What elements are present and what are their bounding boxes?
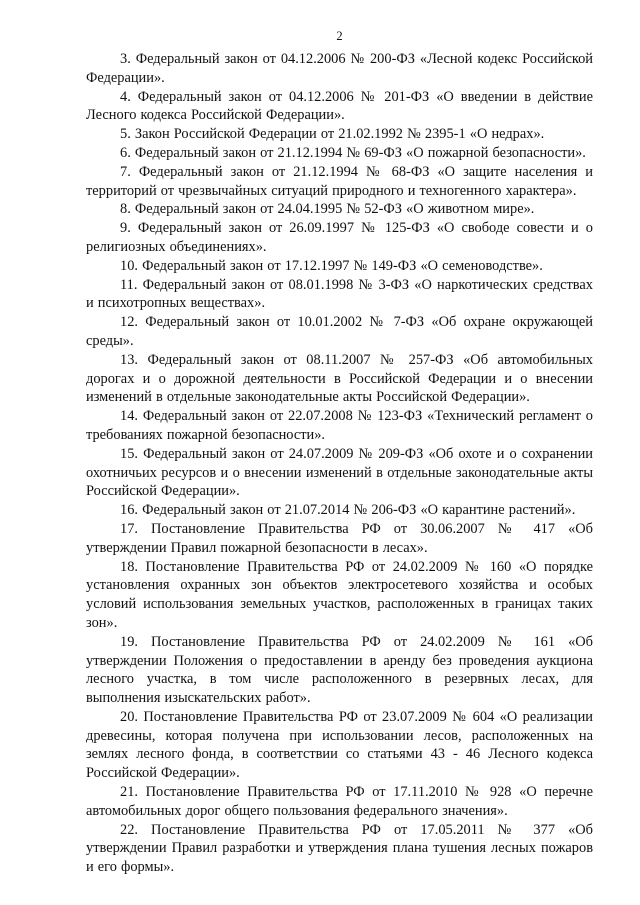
list-item: 7. Федеральный закон от 21.12.1994 № 68-ФЗ «О защите населения и территорий от чрезвычайных ситуаций природного и техногенного характера». <box>86 163 593 199</box>
list-item: 21. Постановление Правительства РФ от 17.11.2010 № 928 «О перечне автомобильных дорог общего пользования федерального значения». <box>86 784 593 819</box>
list-item: 8. Федеральный закон от 24.04.1995 № 52-ФЗ «О животном мире». <box>120 201 535 218</box>
list-item: 16. Федеральный закон от 21.07.2014 № 206-ФЗ «О карантине растений». <box>120 502 576 519</box>
list-item: 5. Закон Российской Федерации от 21.02.1992 № 2395-1 «О недрах». <box>120 126 545 143</box>
list-item: 11. Федеральный закон от 08.01.1998 № 3-ФЗ «О наркотических средствах и психотропных веществах». <box>86 276 593 312</box>
list-item: 4. Федеральный закон от 04.12.2006 № 201-ФЗ «О введении в действие Лесного кодекса Российской Федерации». <box>86 88 593 124</box>
list-item: 15. Федеральный закон от 24.07.2009 № 209-ФЗ «Об охоте и о сохранении охотничьих ресурсов и о внесении изменений в отдельные законодательные акты Российской Федерации». <box>86 445 593 500</box>
list-item: 3. Федеральный закон от 04.12.2006 № 200-ФЗ «Лесной кодекс Российской Федерации». <box>86 51 593 86</box>
list-item: 17. Постановление Правительства РФ от 30.06.2007 № 417 «Об утверждении Правил пожарной безопасности в лесах». <box>86 520 593 556</box>
list-item: 14. Федеральный закон от 22.07.2008 № 123-ФЗ «Технический регламент о требованиях пожарной безопасности». <box>86 408 593 443</box>
list-item: 18. Постановление Правительства РФ от 24.02.2009 № 160 «О порядке установления охранных зон объектов электросетевого хозяйства и особых условий использования земельных участков, расположенных в границах таких зон». <box>86 558 593 631</box>
list-item: 22. Постановление Правительства РФ от 17.05.2011 № 377 «Об утверждении Правил разработки и утверждения плана тушения лесных пожаров и его формы». <box>86 821 593 876</box>
list-item: 13. Федеральный закон от 08.11.2007 № 257-ФЗ «Об автомобильных дорогах и о дорожной деятельности в Российской Федерации и о внесении изменений в отдельные законодательные акты Российской Федерации». <box>86 351 593 406</box>
page-number: 2 <box>336 29 343 43</box>
list-item: 6. Федеральный закон от 21.12.1994 № 69-ФЗ «О пожарной безопасности». <box>120 144 586 161</box>
list-item: 20. Постановление Правительства РФ от 23.07.2009 № 604 «О реализации древесины, которая получена при использовании лесов, расположенных на землях лесного фонда, в соответствии со статьями 43 - 46 Лесного кодекса Российской Федерации». <box>86 708 593 782</box>
law-list <box>86 50 593 877</box>
list-item: 10. Федеральный закон от 17.12.1997 № 149-ФЗ «О семеноводстве». <box>120 257 543 274</box>
list-item: 19. Постановление Правительства РФ от 24.02.2009 № 161 «Об утверждении Положения о предоставлении в аренду без проведения аукциона лесного участка, в том числе расположенного в резервных лесах, для выполнения изыскательских работ». <box>86 633 593 707</box>
list-item: 9. Федеральный закон от 26.09.1997 № 125-ФЗ «О свободе совести и о религиозных объединениях». <box>86 220 593 255</box>
list-item: 12. Федеральный закон от 10.01.2002 № 7-ФЗ «Об охране окружающей среды». <box>86 314 593 349</box>
